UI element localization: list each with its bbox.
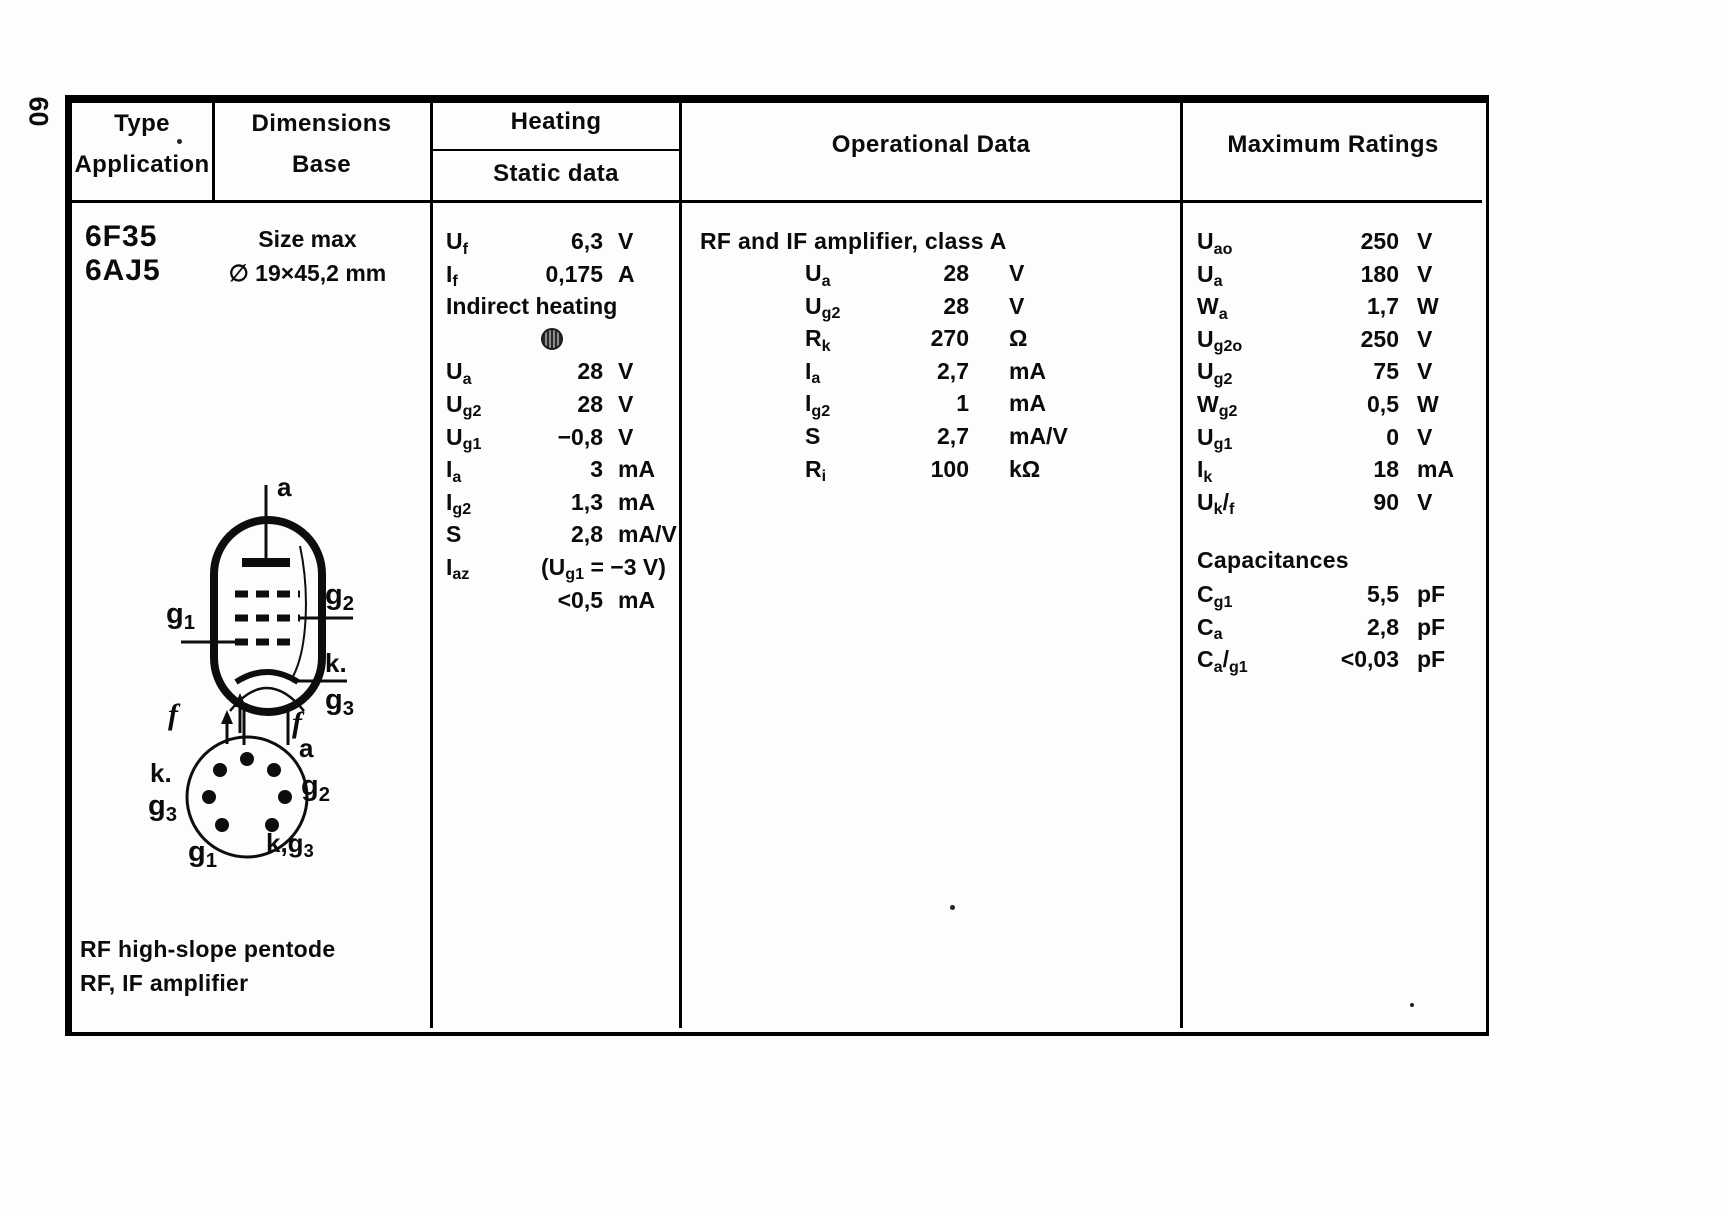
pin-dot (202, 790, 216, 804)
param-row (805, 322, 1135, 355)
param-label: S (805, 422, 821, 449)
k-hook-line (291, 546, 306, 680)
header-type: Type (114, 110, 170, 137)
capacitance-rows (1197, 578, 1462, 676)
param-row (1197, 643, 1462, 676)
param-row (1197, 225, 1462, 258)
scan-speck (177, 139, 182, 144)
tube-g2-label: $g_2$ (325, 579, 354, 615)
param-label: $U_{g2}$ (446, 390, 482, 421)
bottom-border-step (65, 1032, 317, 1035)
param-label: $R_k$ (805, 325, 831, 355)
param-row (446, 355, 679, 388)
param-condition: ($U_{g1} = -3$ V) (541, 553, 666, 584)
divider-heating-operational (679, 95, 682, 1028)
param-value: 2,8 (1367, 613, 1399, 640)
param-row (446, 388, 679, 421)
param-label: $U_a$ (805, 260, 831, 290)
base-kg3-label: $k,g_3$ (266, 828, 314, 862)
param-unit: mA (618, 456, 656, 483)
header-base: Base (292, 151, 351, 178)
header-underline (65, 200, 1482, 203)
param-value: 28 (577, 358, 603, 385)
pin-dot (240, 752, 254, 766)
param-label: $W_a$ (1197, 293, 1228, 323)
param-unit: W (1417, 390, 1439, 417)
param-row (446, 584, 679, 617)
param-label: $U_{g2}$ (805, 292, 841, 323)
param-row (446, 551, 679, 584)
param-label: $U_f$ (446, 228, 468, 258)
header-dimensions: Dimensions (251, 110, 392, 137)
param-row (805, 453, 1135, 486)
param-row (1197, 486, 1462, 519)
param-value: 1,7 (1367, 293, 1399, 320)
param-row (805, 290, 1135, 323)
param-unit: mA (618, 488, 656, 515)
param-label: $I_{g2}$ (805, 390, 831, 420)
param-value: <0,5 (557, 586, 603, 613)
param-row (1197, 290, 1462, 323)
param-label: $C_{g1}$ (1197, 581, 1233, 611)
param-row (1197, 355, 1462, 388)
param-label: $I_{az}$ (446, 553, 470, 584)
param-value: 250 (1360, 325, 1399, 352)
size-max-value: ∅ 19×45,2 mm (228, 260, 387, 286)
param-unit: V (1417, 488, 1433, 515)
param-unit: V (1009, 260, 1025, 286)
param-unit: V (1417, 228, 1433, 254)
size-max-label: Size max (258, 226, 357, 252)
heating-static-divider (433, 149, 679, 151)
tube-k-label: k. (325, 648, 347, 678)
operational-title: RF and IF amplifier, class A (700, 228, 1007, 254)
tube-f-label: f (292, 706, 302, 739)
param-value: 5,5 (1367, 581, 1399, 607)
param-unit: V (1417, 260, 1433, 287)
param-unit: mA (618, 586, 656, 613)
param-label: $W_{g2}$ (1197, 390, 1238, 421)
param-unit: V (1417, 423, 1433, 450)
param-label: $I_{g2}$ (446, 488, 472, 519)
param-row (1197, 421, 1462, 454)
application-line-1: RF high-slope pentode (80, 936, 336, 962)
symbol-row (446, 323, 679, 356)
param-unit: mA/V (618, 521, 677, 548)
page-number: 60 (23, 96, 54, 127)
base-k-label: k. (150, 758, 172, 788)
param-unit: V (1417, 325, 1433, 352)
param-row (446, 486, 679, 519)
operational-rows (805, 257, 1135, 485)
param-value: 75 (1373, 358, 1399, 385)
param-unit: V (1009, 292, 1025, 319)
param-value: 1,3 (571, 488, 603, 515)
param-value: 2,7 (937, 357, 969, 384)
param-unit: kΩ (1009, 455, 1041, 482)
param-value: 6,3 (571, 228, 603, 254)
header-application: Application (74, 151, 210, 178)
divider-operational-max (1180, 95, 1183, 1028)
pin-dot (215, 818, 229, 832)
param-label: $I_k$ (1197, 456, 1213, 486)
param-value: 1 (956, 390, 969, 417)
param-label: $R_i$ (805, 455, 827, 486)
param-unit: pF (1417, 613, 1446, 640)
param-row (1197, 453, 1462, 486)
anode-plate (242, 558, 290, 567)
header-operational-data: Operational Data (831, 131, 1031, 158)
param-unit: pF (1417, 581, 1446, 607)
param-label: $U_{ao}$ (1197, 228, 1233, 258)
param-unit: mA/V (1009, 422, 1068, 449)
param-unit: V (618, 228, 634, 254)
param-row (805, 257, 1135, 290)
param-label: $I_f$ (446, 260, 458, 291)
divider-dimensions-heating (430, 95, 433, 1028)
pin-dot (267, 763, 281, 777)
param-row (446, 421, 679, 454)
param-label: $U_{g1}$ (1197, 423, 1233, 454)
param-row (446, 518, 679, 551)
param-row (1197, 611, 1462, 644)
param-unit: Ω (1009, 325, 1028, 352)
param-value: 28 (943, 292, 969, 319)
param-value: 0 (1386, 423, 1399, 450)
tube-type-1: 6F35 (85, 220, 158, 253)
param-unit: V (618, 423, 634, 450)
param-value: 270 (930, 325, 969, 352)
param-value: 180 (1360, 260, 1399, 287)
param-label (446, 584, 541, 617)
max-ratings-rows (1197, 225, 1462, 518)
base-anode-label: a (299, 733, 314, 763)
param-label: S (446, 521, 462, 548)
base-g3-label: $g_3$ (148, 790, 177, 826)
param-label: $I_a$ (446, 456, 462, 486)
base-g2-label: $g_2$ (301, 770, 330, 806)
param-label: $U_a$ (446, 358, 472, 388)
arrow-up-head-icon (234, 693, 246, 707)
param-label: $U_{g2}$ (1197, 358, 1233, 388)
param-unit: V (1417, 358, 1433, 385)
param-value: 28 (943, 260, 969, 286)
header-static-data: Static data (493, 160, 619, 187)
base-f-label: f (168, 698, 178, 731)
param-unit: A (618, 260, 635, 287)
header-maximum-ratings: Maximum Ratings (1227, 131, 1439, 158)
param-label: $U_{g1}$ (446, 423, 482, 454)
param-value: −0,8 (557, 423, 603, 450)
param-value: 2,7 (937, 422, 969, 449)
param-value: 0,5 (1367, 390, 1399, 417)
param-row (805, 387, 1135, 420)
base-g1-label: $g_1$ (188, 836, 217, 872)
heating-static-rows (446, 225, 679, 616)
header-heating: Heating (510, 108, 602, 135)
tube-type-2: 6AJ5 (85, 254, 161, 287)
application-line-2: RF, IF amplifier (80, 970, 249, 996)
base-pinout-diagram (150, 685, 380, 870)
param-unit: W (1417, 293, 1439, 320)
param-unit: mA (1009, 390, 1047, 417)
pin-dot (278, 790, 292, 804)
scan-speck (950, 905, 955, 910)
scan-speck (1410, 1003, 1414, 1007)
param-value: <0,03 (1340, 646, 1399, 673)
param-value: 250 (1360, 228, 1399, 254)
param-row (446, 225, 679, 258)
param-row (1197, 258, 1462, 291)
param-unit: mA (1009, 357, 1047, 384)
capacitances-title: Capacitances (1197, 547, 1349, 573)
param-value: 0,175 (545, 260, 603, 287)
param-label: $C_a$ (1197, 613, 1223, 644)
halftone-dot-icon (541, 328, 563, 350)
param-value: 100 (930, 455, 969, 482)
param-label: $U_k/_f$ (1197, 488, 1235, 519)
param-label: $U_a$ (1197, 260, 1223, 291)
tube-g1-label: $g_1$ (166, 598, 195, 634)
param-row (805, 420, 1135, 453)
param-row (1197, 388, 1462, 421)
param-unit: pF (1417, 646, 1446, 673)
param-value: 90 (1373, 488, 1399, 515)
param-unit: V (618, 390, 634, 417)
param-row (805, 355, 1135, 388)
param-row (446, 258, 679, 291)
param-unit: mA (1417, 456, 1455, 483)
param-value: 3 (590, 456, 603, 483)
pin-dot (213, 763, 227, 777)
param-row (446, 453, 679, 486)
param-label: $U_{g2o}$ (1197, 325, 1243, 356)
param-value: 18 (1373, 456, 1399, 483)
param-unit: V (618, 358, 634, 385)
text-row: Indirect heating (446, 293, 618, 320)
param-row (1197, 578, 1462, 611)
param-value: 2,8 (571, 521, 603, 548)
cathode-arc (236, 672, 298, 682)
tube-anode-label: a (277, 472, 292, 502)
param-label: $C_a/_{g1}$ (1197, 646, 1248, 676)
tube-g3-label: $g_3$ (325, 684, 354, 720)
param-row (1197, 323, 1462, 356)
param-value: 28 (577, 390, 603, 417)
param-label: $I_a$ (805, 357, 821, 388)
